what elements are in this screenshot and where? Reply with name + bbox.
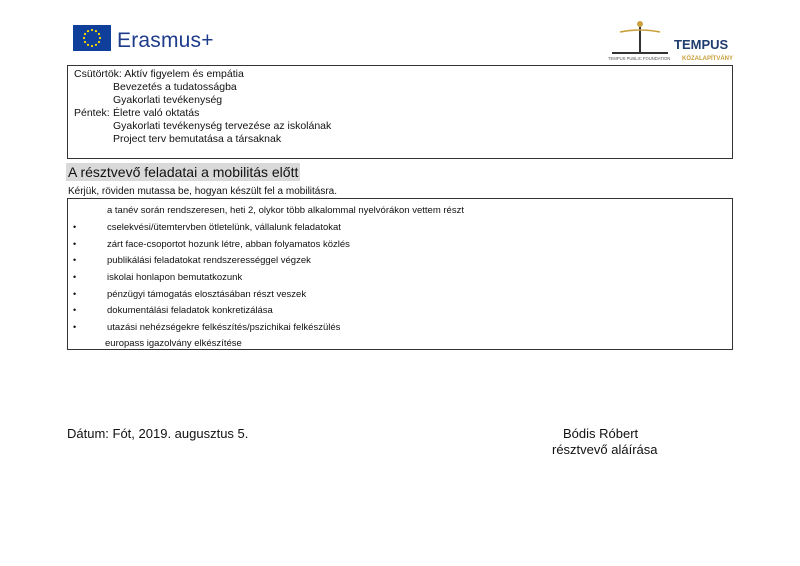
tempus-emblem-icon: [606, 18, 736, 64]
task-item: pénzügyi támogatás elosztásában részt veszek: [107, 289, 307, 300]
section-prompt: Kérjük, röviden mutassa be, hogyan készült fel a mobilitásra.: [68, 186, 338, 197]
friday-label: Péntek:: [74, 107, 110, 119]
task-item: dokumentálási feladatok konkretizálása: [107, 305, 273, 316]
tempus-foundation-label: TEMPUS PUBLIC FOUNDATION: [608, 56, 671, 61]
eu-flag-logo: [73, 25, 111, 51]
friday-item: Project terv bemutatása a társaknak: [113, 133, 282, 145]
friday-heading: Életre való oktatás: [113, 107, 200, 119]
bullet-icon: •: [73, 289, 77, 299]
task-item: utazási nehézségekre felkészítés/pszichikai felkészülés: [107, 322, 341, 333]
tempus-name: TEMPUS: [674, 37, 729, 52]
task-item: cselekvési/ütemtervben ötletelünk, vállalunk feladatokat: [107, 222, 341, 233]
bullet-icon: •: [73, 322, 77, 332]
task-item: a tanév során rendszeresen, heti 2, olykor több alkalommal nyelvórákon vettem részt: [107, 205, 464, 216]
friday-item: Gyakorlati tevékenység tervezése az iskolának: [113, 120, 332, 132]
signer-name: Bódis Róbert: [563, 426, 639, 441]
task-item: iskolai honlapon bemutatkozunk: [107, 272, 243, 283]
erasmus-logo-text: Erasmus+: [117, 29, 214, 52]
bullet-icon: •: [73, 272, 77, 282]
bullet-icon: •: [73, 305, 77, 315]
tempus-logo: [606, 18, 736, 64]
section-title: A résztvevő feladatai a mobilitás előtt: [68, 164, 299, 180]
thursday-item: Gyakorlati tevékenység: [113, 94, 223, 106]
thursday-heading: Csütörtök: Aktív figyelem és empátia: [74, 68, 244, 80]
task-item: zárt face-csoportot hozunk létre, abban folyamatos közlés: [107, 239, 350, 250]
signature-label: résztvevő aláírása: [552, 442, 658, 457]
bullet-icon: •: [73, 255, 77, 265]
date-line: Dátum: Fót, 2019. augusztus 5.: [67, 426, 249, 441]
task-item: europass igazolvány elkészítése: [105, 338, 242, 349]
bullet-icon: •: [73, 239, 77, 249]
tempus-kozalapitvany-label: KÖZALAPÍTVÁNY: [682, 56, 733, 62]
bullet-icon: •: [73, 222, 77, 232]
eu-stars-icon: [73, 25, 111, 51]
task-item: publikálási feladatokat rendszerességgel végzek: [107, 255, 311, 266]
thursday-item: Bevezetés a tudatosságba: [113, 81, 237, 93]
